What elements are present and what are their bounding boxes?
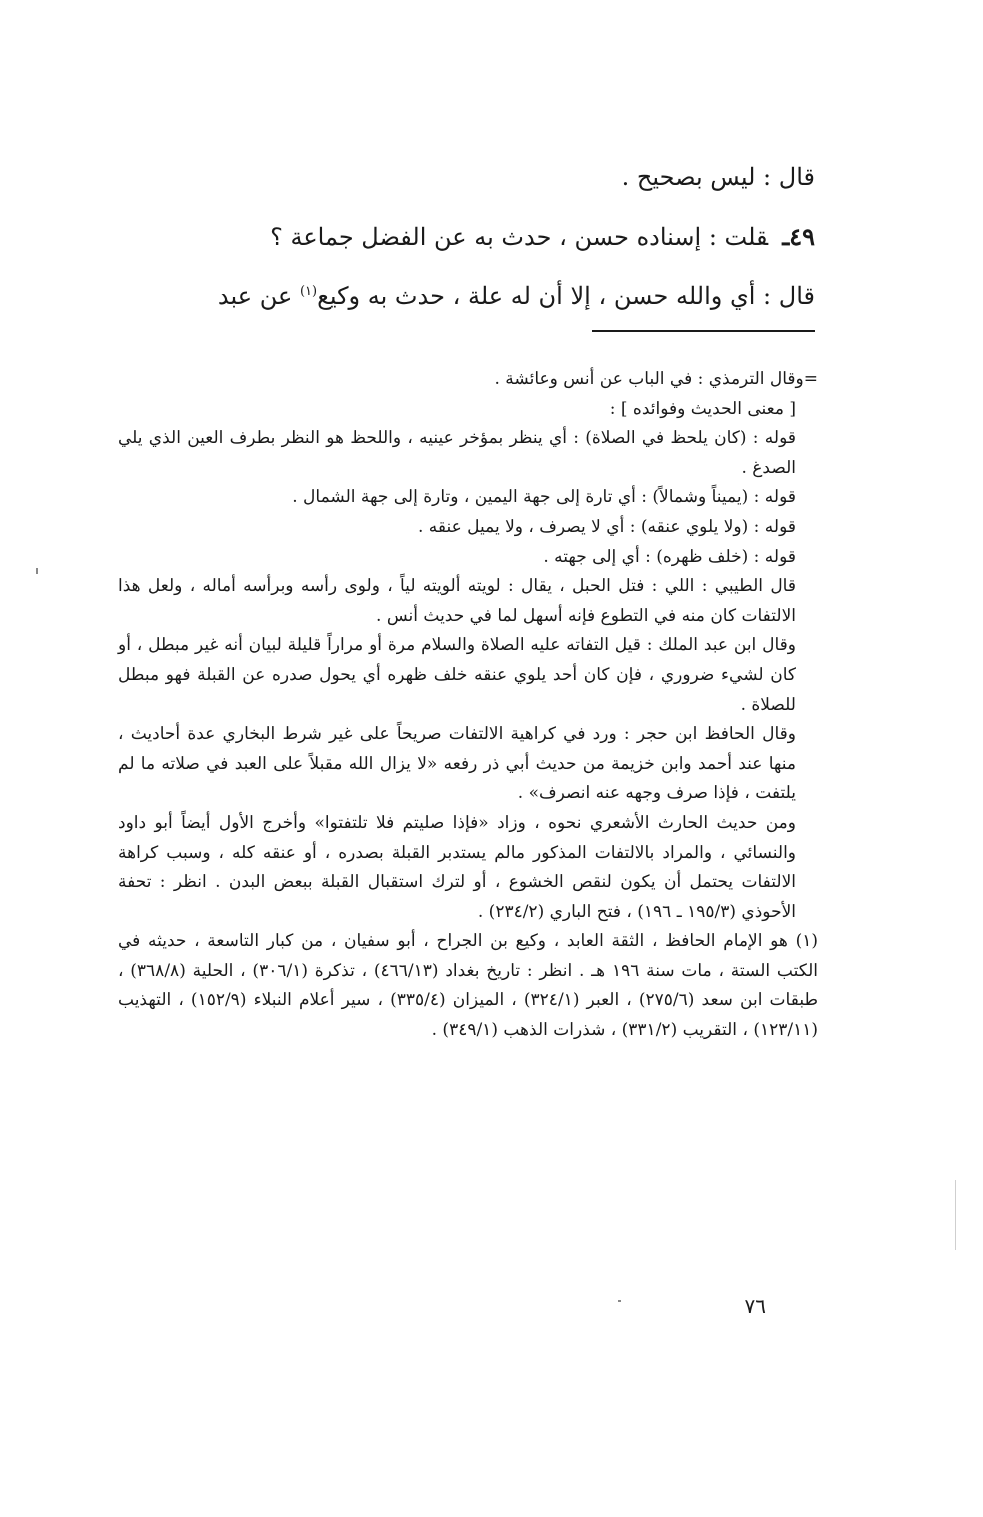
commentary-notes — [118, 365, 818, 1046]
scan-speck — [618, 1300, 621, 1302]
main-text — [150, 148, 815, 326]
scan-speck — [955, 1180, 956, 1250]
page-number: ٧٦ — [744, 1294, 766, 1318]
commentary-para-1: =وقال الترمذي : في الباب عن أنس وعائشة . — [494, 369, 818, 389]
main-line-2-text: قلت : إسناده حسن ، حدث به عن الفضل جماعة ؟ — [270, 223, 769, 251]
scan-speck — [36, 568, 38, 574]
commentary-para-4: قوله : (يميناً وشمالاً) : أي تارة إلى جهة اليمين ، وتارة إلى جهة الشمال . — [292, 487, 796, 508]
commentary-heading: [ معنى الحديث وفوائده ] : — [609, 398, 796, 419]
main-line-1: قال : ليس بصحيح . — [621, 163, 815, 191]
commentary-para-10: ومن حديث الحارث الأشعري نحوه ، وزاد «فإذا صليتم فلا تلتفتوا» وأخرج الأول أيضاً أبو داود والنسائي ، والمراد بالالتفات المذكور مالم يستدبر القبلة بصدره ، أو عنقه كله ، وسبب كراهة الالتفات يحتمل أن يكون لنقص الخشوع ، أو لترك استقبال القبلة ببعض البدن . انظر : تحفة الأحوذي (١٩٥/٣ ـ ١٩٦) ، فتح الباري (٢٣٤/٢) . — [118, 812, 796, 922]
entry-number: ٤٩ـ — [782, 222, 815, 251]
commentary-para-5: قوله : (ولا يلوي عنقه) : أي لا يصرف ، ولا يميل عنقه . — [417, 516, 796, 537]
main-line-3-text: قال : أي والله حسن ، إلا أن له علة ، حدث به وكيع — [317, 282, 815, 310]
footnote-marker: (١) — [299, 284, 318, 299]
commentary-para-7: قال الطيبي : اللي : فتل الحبل ، يقال : لويته ألويته لياً ، ولوى رأسه وبرأسه أماله ، ولعل هذا الالتفات كان منه في التطوع فإنه أسهل لما في حديث أنس . — [118, 576, 796, 626]
commentary-para-6: قوله : (خلف ظهره) : أي إلى جهته . — [543, 546, 796, 567]
commentary-para-8: وقال ابن عبد الملك : قيل التفاته عليه الصلاة والسلام مرة أو مراراً قليلة لبيان أنه غير مبطل ، أو كان لشيء ضروري ، فإن كان أحد يلوي عنقه خلف ظهره أي يحول صدره عن القبلة فهو مبطل للصلاة . — [118, 635, 796, 715]
main-line-3 — [150, 267, 815, 326]
main-line-3-end: عن عبد — [217, 282, 293, 310]
separator-rule — [592, 330, 815, 332]
commentary-para-9: وقال الحافظ ابن حجر : ورد في كراهية الالتفات صريحاً على غير شرط البخاري عدة أحاديث ، منها عند أحمد وابن خزيمة من حديث أبي ذر رفعه «لا يزال الله مقبلاً على العبد في صلاته ما لم يلتفت ، فإذا صرف وجهه عنه انصرف» . — [118, 724, 796, 804]
footnote-1: (١) هو الإمام الحافظ ، الثقة العابد ، وكيع بن الجراح ، أبو سفيان ، من كبار التاسعة ، حديثه في الكتب الستة ، مات سنة ١٩٦ هـ . انظر : تاريخ بغداد (٤٦٦/١٣) ، تذكرة (٣٠٦/١) ، الحلية (٣٦٨/٨) ، طبقات ابن سعد (٢٧٥/٦) ، العبر (٣٢٤/١) ، الميزان (٣٣٥/٤) ، سير أعلام النبلاء (١٥٢/٩) ، التهذيب (١٢٣/١١) ، التقريب (٣٣١/٢) ، شذرات الذهب (٣٤٩/١) . — [118, 931, 819, 1041]
commentary-para-3: قوله : (كان يلحظ في الصلاة) : أي ينظر بمؤخر عينيه ، واللحظ هو النظر بطرف العين الذي يلي الصدغ . — [118, 428, 796, 478]
main-line-2 — [150, 207, 815, 267]
